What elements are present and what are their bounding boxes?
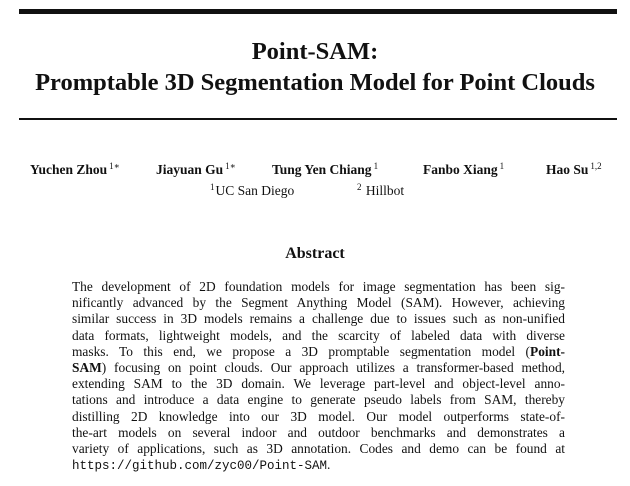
author-1: Yuchen Zhou $^{1∗}$	[30, 161, 120, 177]
abstract-line: variety of applications, such as 3D annotation. Codes and demo can be found at	[72, 441, 565, 457]
method-name: Point-	[530, 343, 565, 359]
abstract-line: masks. To this end, we propose a 3D promptable segmentation model (Point-	[72, 343, 565, 359]
title-line-1: Point-SAM:	[251, 38, 379, 65]
abstract-body	[72, 279, 565, 474]
code-link[interactable]: https://github.com/zyc00/Point-SAM	[72, 459, 328, 474]
abstract-line: extending SAM to the 3D domain. We leverage part-level and object-level anno-	[72, 376, 565, 392]
abstract-line: SAM) focusing on point clouds. Our approach utilizes a transformer-based method,	[72, 360, 565, 376]
affiliation-2: $^2$ Hillbot	[357, 182, 405, 198]
author-5: Hao Su $^{1,2}$	[546, 161, 602, 177]
title-line-2: Promptable 3D Segmentation Model for Point Clouds	[35, 69, 595, 96]
affiliation-list	[0, 182, 630, 200]
abstract-line: similar success in 3D models remains a challenge due to issues such as non-unified	[72, 311, 565, 327]
author-3: Tung Yen Chiang $^1$	[272, 161, 379, 177]
author-4: Fanbo Xiang $^1$	[423, 161, 505, 177]
abstract-line: nificantly advanced by the Segment Anything Model (SAM). However, achieving	[72, 295, 565, 311]
method-name: SAM	[72, 360, 102, 376]
abstract-line: distilling 2D knowledge into our 3D model. Our model outperforms state-of-	[72, 408, 565, 424]
abstract-line: The development of 2D foundation models for image segmentation has been sig-	[72, 279, 565, 294]
author-list	[0, 161, 630, 179]
abstract-line: data formats, lightweight models, and the scarcity of labeled data with diverse	[72, 327, 565, 343]
affiliation-1: $^1$UC San Diego	[210, 182, 295, 198]
abstract-line: https://github.com/zyc00/Point-SAM.	[72, 457, 331, 474]
abstract-heading: Abstract	[285, 245, 345, 262]
author-2: Jiayuan Gu $^{1∗}$	[156, 161, 236, 177]
top-rule	[19, 9, 617, 14]
paper-title	[0, 36, 630, 98]
title-bottom-rule	[19, 118, 617, 120]
abstract-line: the-art models on several indoor and outdoor benchmarks and demonstrates a	[72, 424, 565, 440]
abstract-line: tations and introduce a data engine to generate pseudo labels from SAM, thereby	[72, 392, 565, 408]
